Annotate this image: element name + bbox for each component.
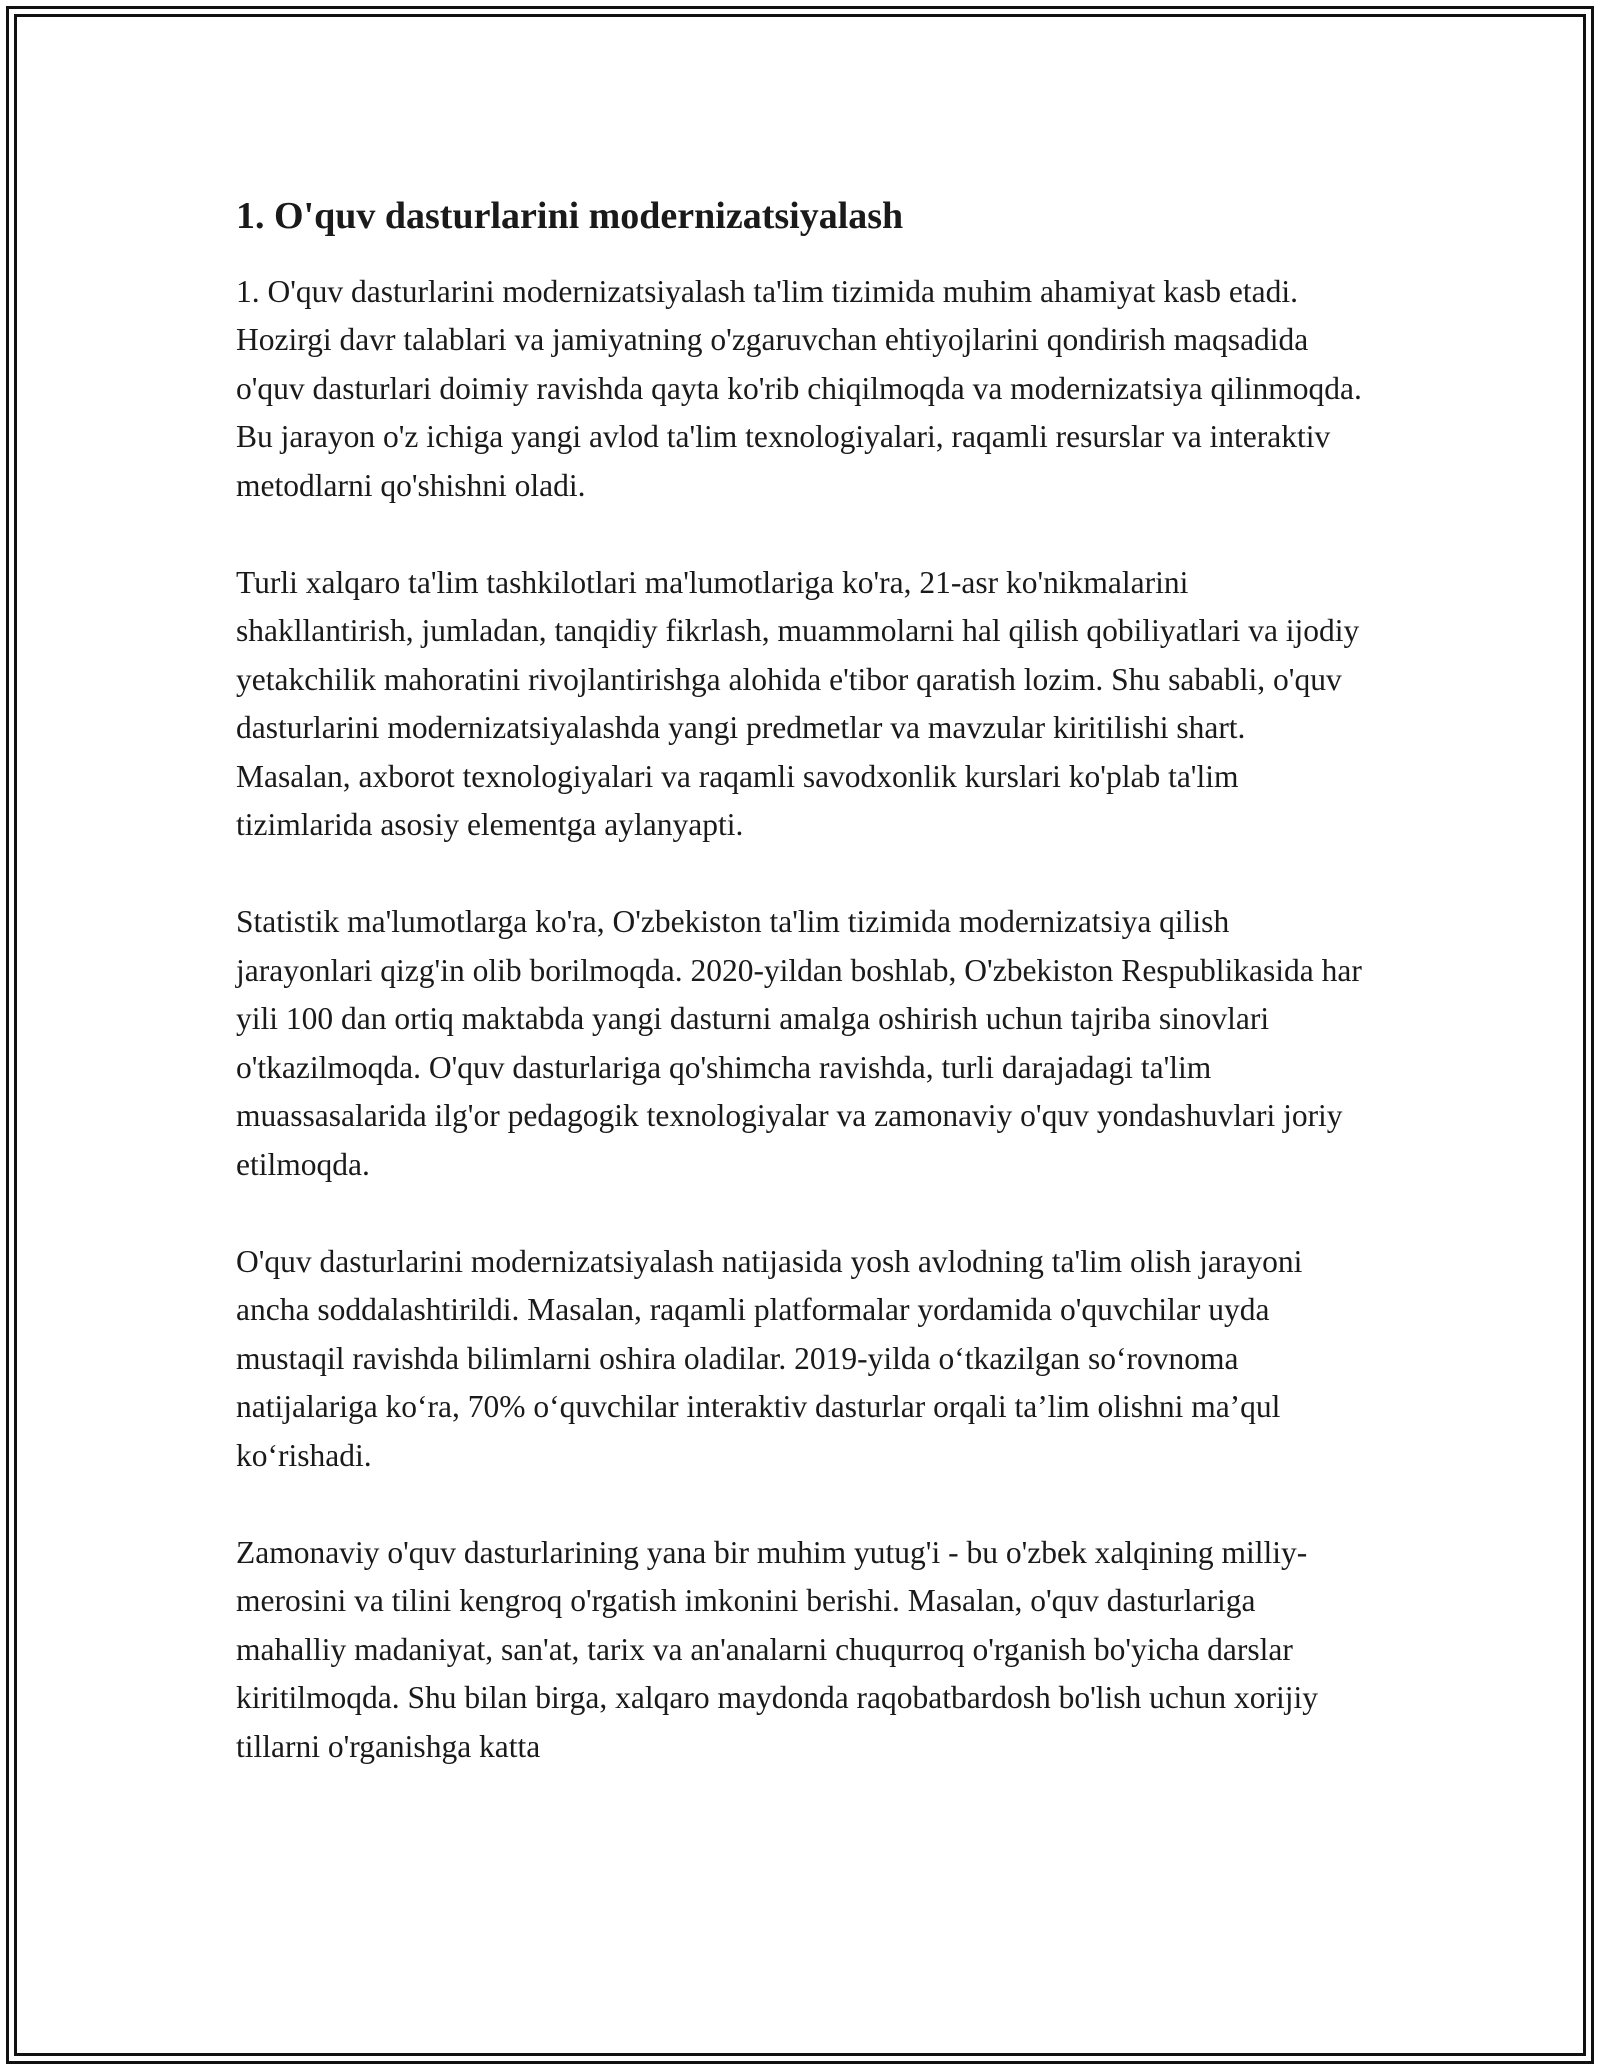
paragraph-1: 1. O'quv dasturlarini modernizatsiyalash ta'lim tizimida muhim ahamiyat kasb etadi. Hozirgi davr talablari va jamiyatning o'zgaruvchan ehtiyojlarini qondirish maqsadida o'quv dasturlari doimiy ravishda qayta ko'rib chiqilmoqda va modernizatsiya qilinmoqda. Bu jarayon o'z ichiga yangi avlod ta'lim texnologiyalari, raqamli resurslar va interaktiv metodlarni qo'shishni oladi. [236, 273, 1362, 503]
paragraph-2: Turli xalqaro ta'lim tashkilotlari ma'lumotlariga ko'ra, 21-asr ko'nikmalarini shakllantirish, jumladan, tanqidiy fikrlash, muammolarni hal qilish qobiliyatlari va ijodiy yetakchilik mahoratini rivojlantirishga alohida e'tibor qaratish lozim. Shu sababli, o'quv dasturlarini modernizatsiyalashda yangi predmetlar va mavzular kiritilishi shart. Masalan, axborot texnologiyalari va raqamli savodxonlik kurslari ko'plab ta'lim tizimlarida asosiy elementga aylanyapti. [236, 564, 1360, 843]
paragraph-4: O'quv dasturlarini modernizatsiyalash natijasida yosh avlodning ta'lim olish jarayoni ancha soddalashtirildi. Masalan, raqamli platformalar yordamida o'quvchilar uyda mustaqil ravishda bilimlarni oshira oladilar. 2019-yilda oʻtkazilgan soʻrovnoma natijalariga koʻra, 70% oʻquvchilar interaktiv dasturlar orqali taʼlim olishni maʼqul koʻrishadi. [236, 1243, 1303, 1473]
section-title: 1. O'quv dasturlarini modernizatsiyalash [236, 195, 904, 237]
document-body [236, 180, 1366, 1820]
paragraph-5: Zamonaviy o'quv dasturlarining yana bir muhim yutug'i - bu o'zbek xalqining milliy-merosini va tilini kengroq o'rgatish imkonini berishi. Masalan, o'quv dasturlariga mahalliy madaniyat, san'at, tarix va an'analarni chuqurroq o'rganish bo'yicha darslar kiritilmoqda. Shu bilan birga, xalqaro maydonda raqobatbardosh bo'lish uchun xorijiy tillarni o'rganishga katta [236, 1534, 1319, 1764]
paragraph-3: Statistik ma'lumotlarga ko'ra, O'zbekiston ta'lim tizimida modernizatsiya qilish jarayonlari qizg'in olib borilmoqda. 2020-yildan boshlab, O'zbekiston Respublikasida har yili 100 dan ortiq maktabda yangi dasturni amalga oshirish uchun tajriba sinovlari o'tkazilmoqda. O'quv dasturlariga qo'shimcha ravishda, turli darajadagi ta'lim muassasalarida ilg'or pedagogik texnologiyalar va zamonaviy o'quv yondashuvlari joriy etilmoqda. [236, 904, 1362, 1182]
